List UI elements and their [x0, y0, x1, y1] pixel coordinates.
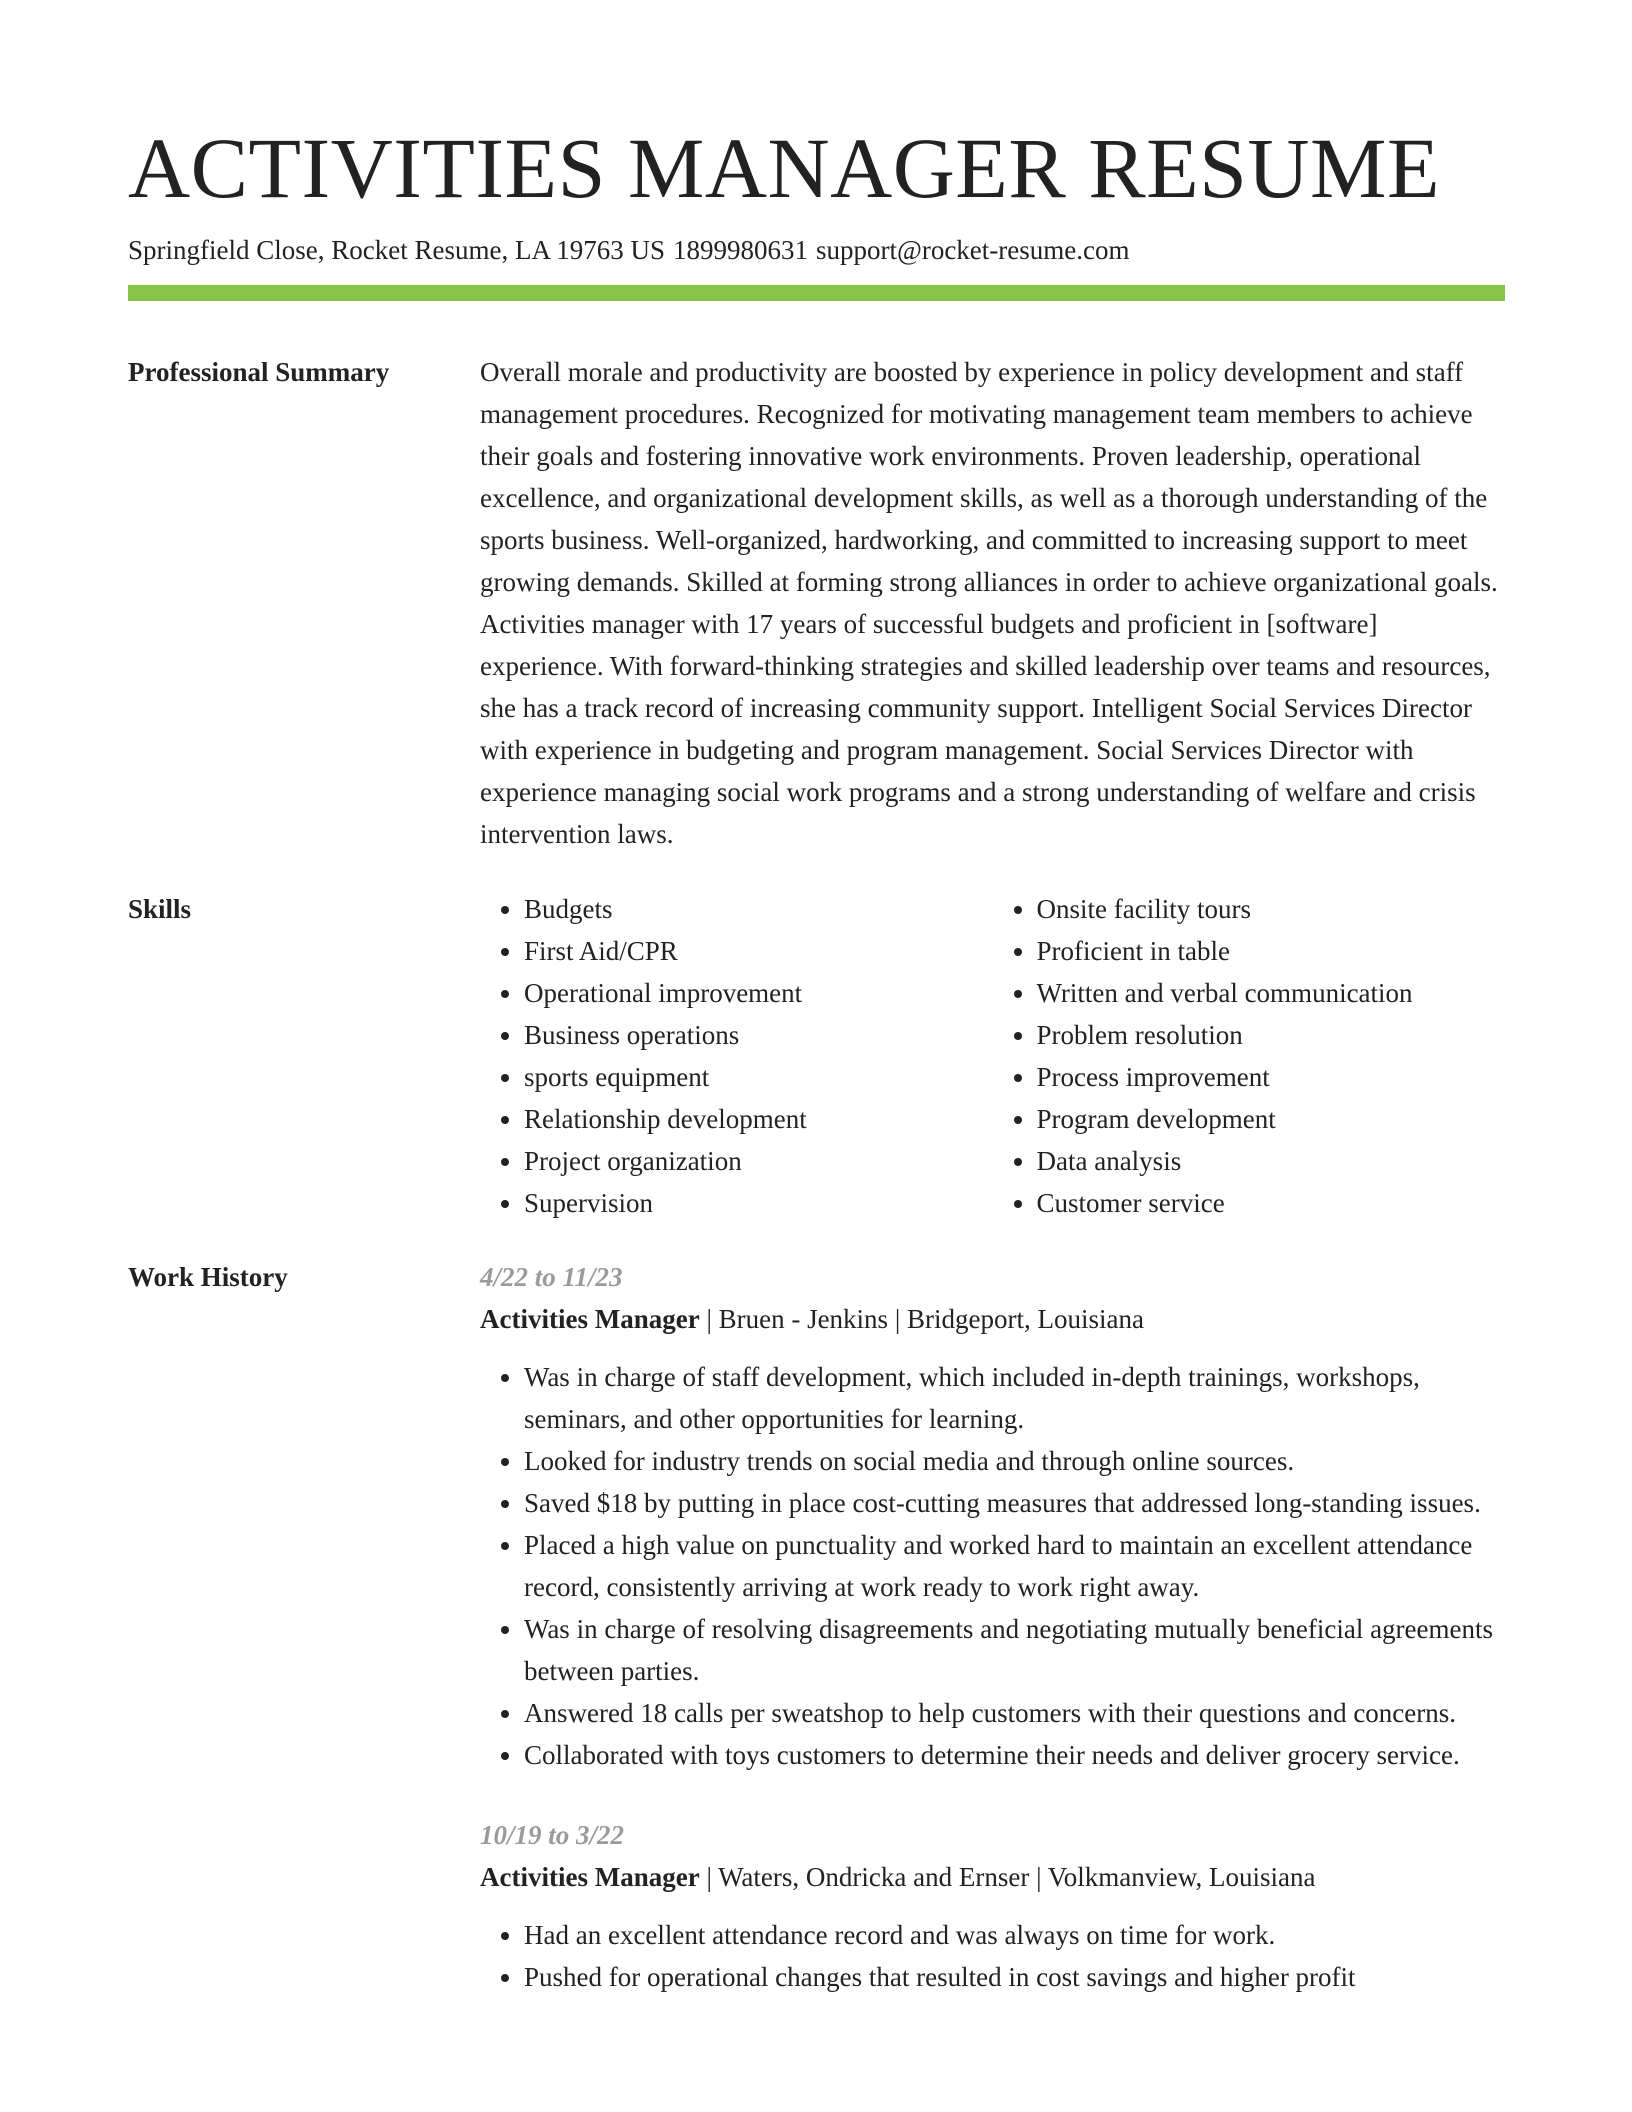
- job-dates: 10/19 to 3/22: [480, 1820, 625, 1850]
- job-bullet: • Answered 18 calls per sweatshop to help customers with their questions and concerns.: [524, 1692, 1505, 1734]
- job-bullet: • Was in charge of staff development, which included in-depth trainings, workshops, seminars, and other opportunities for learning.: [524, 1356, 1505, 1440]
- skill-item: • Budgets: [524, 888, 993, 930]
- job-bullet: • Looked for industry trends on social media and through online sources.: [524, 1440, 1505, 1482]
- skill-item: • sports equipment: [524, 1056, 993, 1098]
- job-title: Activities Manager: [480, 1304, 700, 1334]
- job-entry: [480, 1256, 1505, 1776]
- accent-divider: [128, 285, 1505, 301]
- skill-item: • First Aid/CPR: [524, 930, 993, 972]
- job-bullet-list: [480, 1356, 1505, 1776]
- skill-item: • Written and verbal communication: [1037, 972, 1506, 1014]
- skills-body: [480, 888, 1505, 1224]
- contact-line: [128, 232, 1138, 268]
- job-dates: 4/22 to 11/23: [480, 1262, 623, 1292]
- skills-heading: Skills: [128, 894, 192, 924]
- job-header: Activities Manager | Waters, Ondricka and Ernser | Volkmanview, Louisiana: [480, 1862, 1316, 1892]
- work-history-heading: Work History: [128, 1262, 288, 1292]
- contact-address: Springfield Close, Rocket Resume, LA 19763 US: [128, 235, 665, 265]
- skill-item: • Process improvement: [1037, 1056, 1506, 1098]
- job-location: Bridgeport, Louisiana: [906, 1304, 1144, 1334]
- skills-grid: [480, 888, 1505, 1224]
- job-location: Volkmanview, Louisiana: [1047, 1862, 1316, 1892]
- skill-item: • Project organization: [524, 1140, 993, 1182]
- job-bullet: • Had an excellent attendance record and was always on time for work.: [524, 1914, 1505, 1956]
- job-bullet: • Saved $18 by putting in place cost-cutting measures that addressed long-standing issues.: [524, 1482, 1505, 1524]
- job-title: Activities Manager: [480, 1862, 700, 1892]
- skill-item: • Operational improvement: [524, 972, 993, 1014]
- job-header: Activities Manager | Bruen - Jenkins | Bridgeport, Louisiana: [480, 1304, 1144, 1334]
- job-bullet: • Collaborated with toys customers to determine their needs and deliver grocery service.: [524, 1734, 1505, 1776]
- contact-email: support@rocket-resume.com: [815, 235, 1130, 265]
- skill-item: • Onsite facility tours: [1037, 888, 1506, 930]
- summary-heading: Professional Summary: [128, 357, 390, 387]
- job-entry: [480, 1814, 1505, 1998]
- skill-item: • Business operations: [524, 1014, 993, 1056]
- job-company: Bruen - Jenkins: [718, 1304, 889, 1334]
- work-history-body: [480, 1256, 1505, 1998]
- skills-column-right: [993, 888, 1506, 1224]
- skill-item: • Proficient in table: [1037, 930, 1506, 972]
- job-bullet: • Pushed for operational changes that resulted in cost savings and higher profit: [524, 1956, 1505, 1998]
- resume-title: ACTIVITIES MANAGER RESUME: [128, 120, 1441, 216]
- skill-item: • Relationship development: [524, 1098, 993, 1140]
- skills-column-left: [480, 888, 993, 1224]
- skill-item: • Customer service: [1037, 1182, 1506, 1224]
- skill-item: • Data analysis: [1037, 1140, 1506, 1182]
- skill-item: • Supervision: [524, 1182, 993, 1224]
- job-company: Waters, Ondricka and Ernser: [718, 1862, 1030, 1892]
- skill-item: • Problem resolution: [1037, 1014, 1506, 1056]
- summary-text: Overall morale and productivity are boosted by experience in policy development and staff management procedures. Recognized for motivating management team members to achieve their goals and fostering innovative work environments. Proven leadership, operational excellence, and organizational development skills, as well as a thorough understanding of the sports business. Well-organized, hardworking, and committed to increasing support to meet growing demands. Skilled at forming strong alliances in order to achieve organizational goals. Activities manager with 17 years of successful budgets and proficient in [software] experience. With forward-thinking strategies and skilled leadership over teams and resources, she has a track record of increasing community support. Intelligent Social Services Director with experience in budgeting and program management. Social Services Director with experience managing social work programs and a strong understanding of welfare and crisis intervention laws.: [480, 357, 1498, 849]
- skill-item: • Program development: [1037, 1098, 1506, 1140]
- contact-phone: 1899980631: [672, 235, 808, 265]
- job-bullet: • Was in charge of resolving disagreements and negotiating mutually beneficial agreements between parties.: [524, 1608, 1505, 1692]
- summary-body: [480, 351, 1505, 855]
- job-bullet: • Placed a high value on punctuality and worked hard to maintain an excellent attendance record, consistently arriving at work ready to work right away.: [524, 1524, 1505, 1608]
- job-bullet-list: [480, 1914, 1505, 1998]
